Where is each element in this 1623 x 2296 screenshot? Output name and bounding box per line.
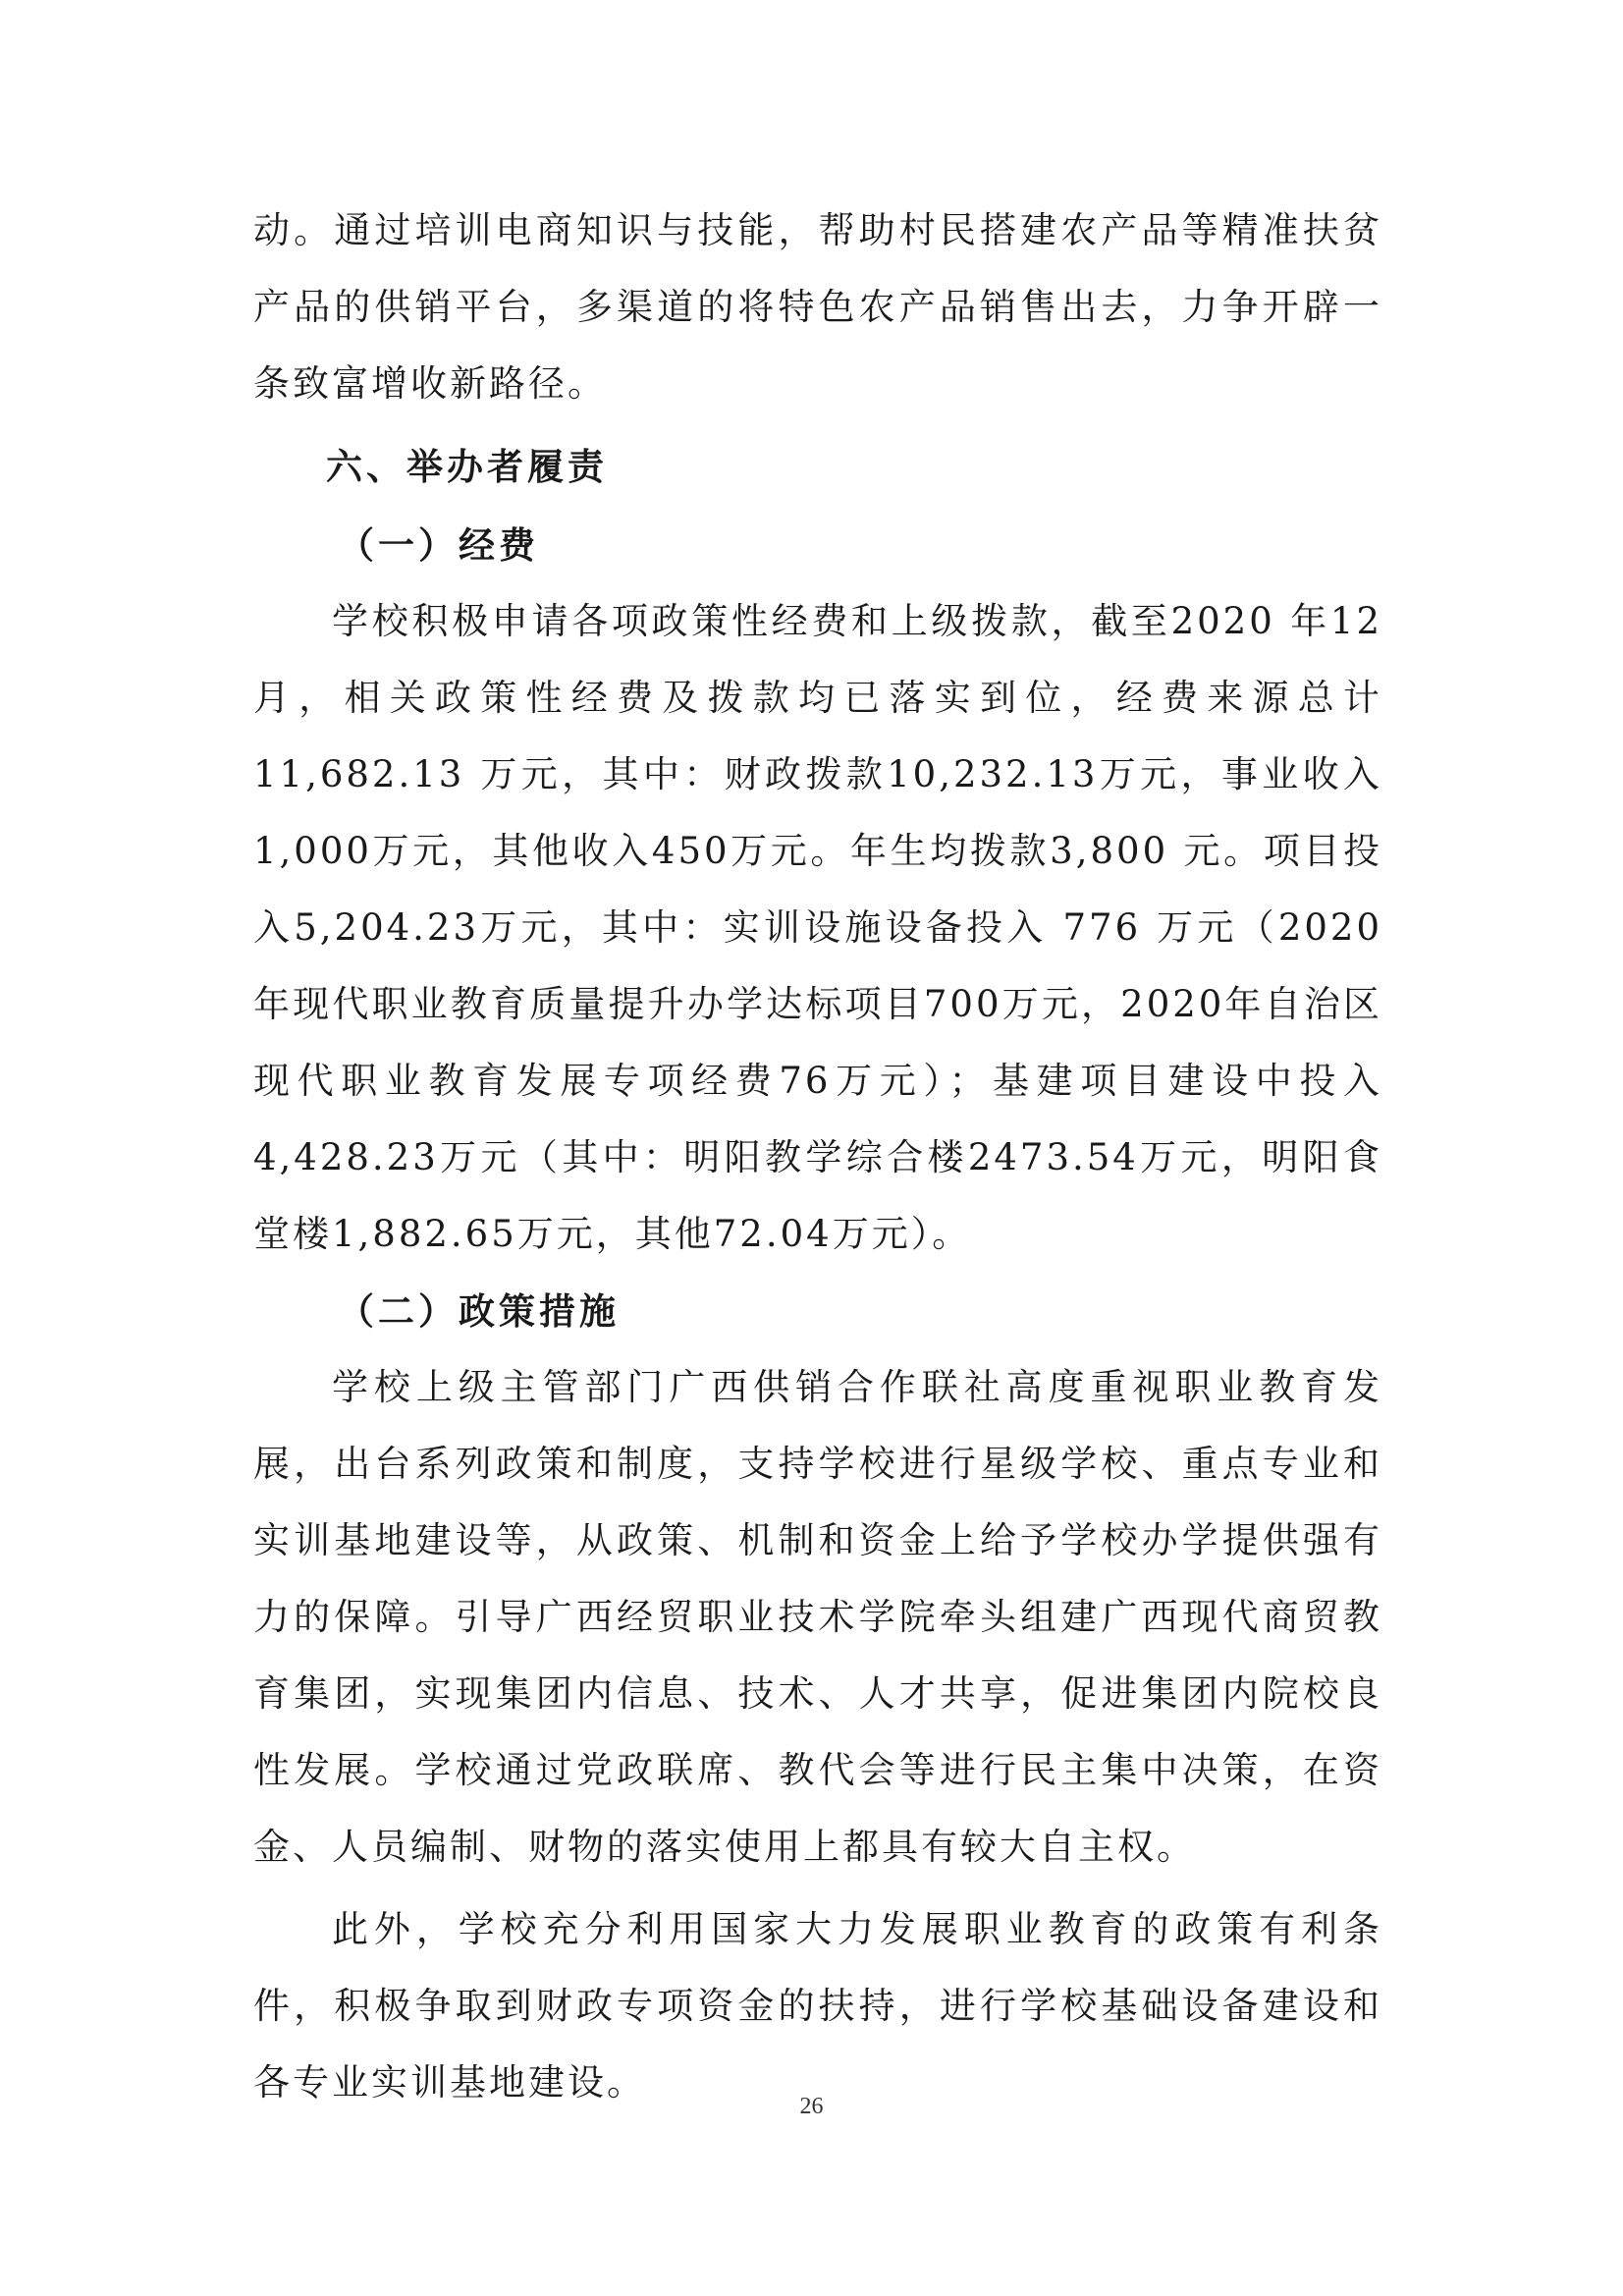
page-number: 26 <box>799 2094 824 2119</box>
policy-paragraph-additional: 此外，学校充分利用国家大力发展职业教育的政策有利条件，积极争取到财政专项资金的扶持，进行学校基础设备建设和各专业实训基地建设。 <box>253 1908 1382 2104</box>
section-heading: 六、举办者履责 <box>326 445 608 488</box>
funding-paragraph: 学校积极申请各项政策性经费和上级拨款，截至2020 年12月，相关政策性经费及拨款均已落实到位，经费来源总计 11,682.13 万元，其中：财政拨款10,232.13万元，事业收入1,000万元，其他收入450万元。年生均拨款3,800 元。项目投入5,204.23万元，其中：实训设施设备投入 776 万元（2020 年现代职业教育质量提升办学达标项目700万元，2020年自治区现代职业教育发展专项经费76万元）；基建项目建设中投入4,428.23万元（其中：明阳教学综合楼2473.54万元，明阳食堂楼1,882.65万元，其他72.04万元）。 <box>253 600 1382 1255</box>
subsection-heading-policy: （二）政策措施 <box>338 1289 620 1333</box>
subsection-heading-funding: （一）经费 <box>338 523 539 567</box>
continuation-paragraph: 动。通过培训电商知识与技能，帮助村民搭建农产品等精准扶贫产品的供销平台，多渠道的将特色农产品销售出去，力争开辟一条致富增收新路径。 <box>253 209 1382 405</box>
policy-paragraph: 学校上级主管部门广西供销合作联社高度重视职业教育发展，出台系列政策和制度，支持学校进行星级学校、重点专业和实训基地建设等，从政策、机制和资金上给予学校办学提供强有力的保障。引导广西经贸职业技术学院牵头组建广西现代商贸教育集团，实现集团内信息、技术、人才共享，促进集团内院校良性发展。学校通过党政联席、教代会等进行民主集中决策，在资金、人员编制、财物的落实使用上都具有较大自主权。 <box>253 1366 1382 1868</box>
document-body <box>253 192 1382 2121</box>
